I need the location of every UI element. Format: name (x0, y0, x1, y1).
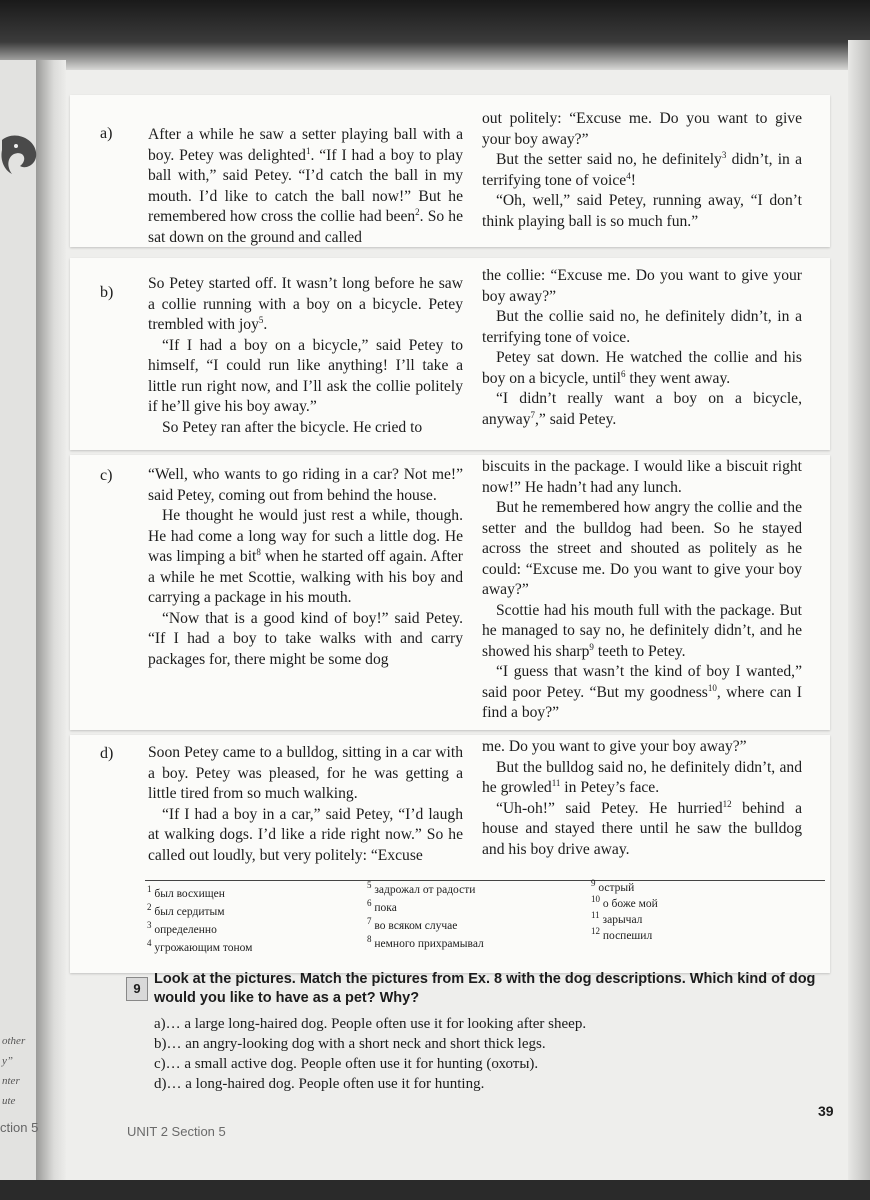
exercise-item: a)… a large long-haired dog. People often use it for looking after sheep. (154, 1016, 587, 1032)
strip-label: c) (100, 467, 113, 484)
paragraph: He thought he would just rest a while, though. He had come a long way for such a little dog. He was limping a bit$^8$ when he started off again. After a while he met Scottie, walking with his boy and carrying a package in his mouth. (148, 507, 463, 606)
page-edge-right (848, 40, 870, 1200)
paragraph: So Petey started off. It wasn’t long before he saw a collie running with a boy on a bicycle. Petey trembled with joy$^5$. (148, 275, 463, 333)
right-column (482, 266, 802, 430)
exercise-item: c)… a small active dog. People often use it for hunting (охоты). (154, 1056, 539, 1072)
paragraph: “If I had a boy in a car,” said Petey, “I’d laugh at walking dogs. I’d like a ride right now.” So he called out loudly, but very politely: “Excuse (148, 805, 463, 864)
footnote: $^3$ определенно (147, 920, 217, 936)
page-number: 39 (818, 1103, 834, 1119)
footnote: $^5$ задрожал от радости (367, 880, 476, 896)
footnote: $^2$ был сердитым (147, 902, 225, 918)
footnotes (145, 878, 825, 954)
squirrel-illustration-icon (0, 130, 40, 190)
footnote: $^{10}$ о боже мой (591, 894, 658, 910)
left-page-edge (0, 60, 40, 1200)
paragraph: “Uh-oh!” said Petey. He hurried$^{12}$ behind a house and stayed there until he saw the bulldog and his boy drive away. (482, 798, 802, 858)
paragraph: Petey sat down. He watched the collie and his boy on a bicycle, until$^6$ they went away. (482, 349, 802, 387)
right-column (482, 457, 802, 724)
paragraph: biscuits in the package. I would like a biscuit right now!” He hadn’t had any lunch. (482, 458, 802, 496)
story-strip-b (70, 258, 830, 450)
paragraph: Soon Petey came to a bulldog, sitting in a car with a boy. Petey was pleased, for he was getting a little tired from so much walking. (148, 744, 463, 802)
exercise-item: b)… an angry-looking dog with a short neck and short thick legs. (154, 1036, 546, 1052)
footnote: $^{11}$ зарычал (591, 910, 643, 926)
left-page-fragment: nter (2, 1075, 20, 1087)
left-column (148, 125, 463, 248)
paragraph: But the setter said no, he definitely$^3$ didn’t, in a terrifying tone of voice$^4$! (482, 149, 802, 189)
footnote: $^8$ немного прихрамывал (367, 934, 484, 950)
footnote: $^6$ пока (367, 898, 397, 914)
footnote: $^9$ острый (591, 878, 635, 894)
footnote: $^4$ угрожающим тоном (147, 938, 253, 954)
paragraph: But the collie said no, he definitely didn’t, in a terrifying tone of voice. (482, 308, 802, 346)
book-spine-shadow (36, 60, 66, 1200)
right-column (482, 109, 802, 232)
paragraph: “Now that is a good kind of boy!” said Petey. “If I had a boy to take walks with and carry packages for, there might be some dog (148, 609, 463, 668)
exercise-item: d)… a long-haired dog. People often use it for hunting. (154, 1076, 485, 1092)
exercise-task: Look at the pictures. Match the pictures from Ex. 8 with the dog descriptions. Which kind of dog would you like to have as a pet? Why? (154, 971, 816, 1006)
left-column (148, 274, 463, 438)
story-strip-c (70, 455, 830, 730)
strip-label: b) (100, 284, 114, 301)
footnote: $^{12}$ поспешил (591, 926, 653, 942)
paragraph: Scottie had his mouth full with the package. But he managed to say no, he definitely didn’t, and he showed his sharp$^9$ teeth to Petey. (482, 601, 802, 660)
left-page-fragment: other (2, 1035, 26, 1047)
paragraph: So Petey ran after the bicycle. He cried to (162, 418, 423, 436)
story-strip-a (70, 95, 830, 247)
paragraph: “I guess that wasn’t the kind of boy I wanted,” said poor Petey. “But my goodness$^{10}$, where can I find a boy?” (482, 663, 802, 721)
paragraph: But he remembered how angry the collie and the setter and the bulldog had been. So he stayed across the street and shouted as politely as he could: “Excuse me. Do you want to give your boy away?” (482, 499, 802, 598)
scan-shadow-bottom (0, 1180, 870, 1200)
strip-label: d) (100, 745, 114, 762)
scan-shadow-top (0, 0, 870, 70)
footnote: $^1$ был восхищен (147, 884, 225, 900)
paragraph: “Well, who wants to go riding in a car? Not me!” said Petey, coming out from behind the house. (148, 466, 463, 504)
paragraph: But the bulldog said no, he definitely didn’t, and he growled$^{11}$ in Petey’s face. (482, 758, 802, 796)
left-column (148, 465, 463, 670)
paragraph: “If I had a boy on a bicycle,” said Petey to himself, “I could run like anything! I’ll take a little run right now, and I’ll ask the collie politely if he’ll give his boy away.” (148, 336, 463, 415)
paragraph: “Oh, well,” said Petey, running away, “I don’t think playing ball is so much fun.” (482, 192, 802, 230)
paragraph: After a while he saw a setter playing ball with a boy. Petey was delighted$^1$. “If I had a boy to play ball with,” said Petey. “I’d catch the ball in my mouth. I’d like to catch the ball now!” But he remembered how cross the collie had been$^2$. So he sat down on the ground and called (148, 126, 463, 246)
paragraph: me. Do you want to give your boy away?” (482, 738, 747, 755)
paragraph: out politely: “Excuse me. Do you want to give your boy away?” (482, 110, 802, 148)
left-page-fragment: ute (2, 1095, 16, 1107)
right-column (482, 737, 802, 860)
left-page-footer: ction 5 (0, 1120, 39, 1135)
exercise-number: 9 (126, 977, 148, 1001)
left-page-fragment: y” (2, 1055, 13, 1067)
paragraph: “I didn’t really want a boy on a bicycle, anyway$^7$,” said Petey. (482, 390, 802, 428)
footnote: $^7$ во всяком случае (367, 916, 458, 932)
strip-label: a) (100, 125, 113, 142)
paragraph: the collie: “Excuse me. Do you want to give your boy away?” (482, 267, 802, 305)
left-column (148, 743, 463, 866)
page-footer: UNIT 2 Section 5 (127, 1124, 226, 1139)
